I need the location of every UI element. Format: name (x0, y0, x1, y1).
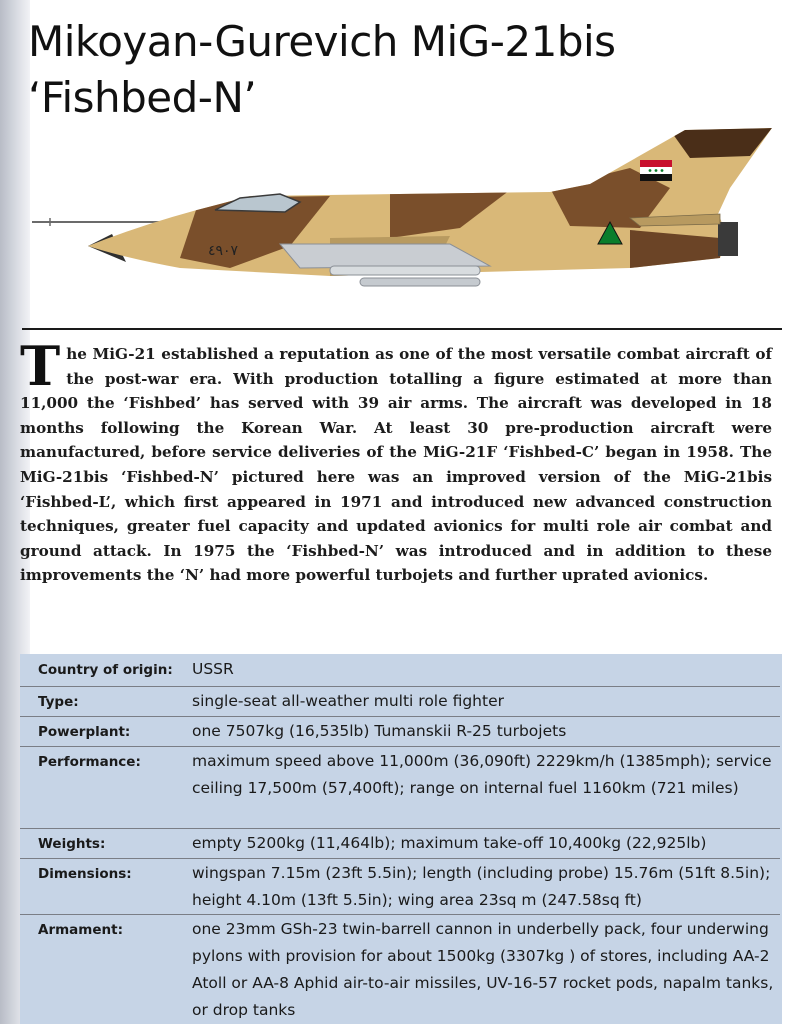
spec-label: Type: (38, 694, 79, 710)
spec-value: USSR (192, 660, 234, 678)
drop-cap: T (20, 334, 61, 398)
spec-value: empty 5200kg (11,464lb); maximum take-off 10,400kg (22,925lb) (192, 834, 707, 852)
intro-text: he MiG-21 established a reputation as one of the most versatile combat aircraft of the post-war era. With production totalling a figure estimated at more than 11,000 the ‘Fishbed’ has served with 39 air arms. The aircraft was developed in 18 months following the Korean War. At least 30 pre-production aircraft were manufactured, before service deliveries of the MiG-21F ‘Fishbed-C’ began in 1958. The MiG-21bis ‘Fishbed-N’ pictured here was an improved version of the MiG-21bis ‘Fishbed-L’, which first appeared in 1971 and introduced new advanced construction techniques, greater fuel capacity and updated avionics for multi role air combat and ground attack. In 1975 the ‘Fishbed-N’ was introduced and in addition to these improvements the ‘N’ had more powerful turbojets and further uprated avionics. (20, 345, 772, 585)
specifications-table (20, 654, 782, 1024)
underwing-store (330, 266, 480, 275)
spec-label: Performance: (38, 754, 141, 770)
spec-divider (20, 746, 780, 747)
spec-label: Dimensions: (38, 866, 132, 882)
spec-value: single-seat all-weather multi role fighter (192, 692, 504, 710)
spec-label: Country of origin: (38, 662, 173, 678)
spec-value: one 23mm GSh-23 twin-barrell cannon in underbelly pack, four underwing pylons with provision for about 1500kg (3307kg ) of stores, including AA-2 Atoll or AA-8 Aphid air-to-air missiles, UV-16-57 rocket pods, napalm tanks, or drop tanks (192, 920, 774, 1019)
underwing-store (360, 278, 480, 286)
aircraft-profile-illustration (30, 118, 780, 303)
spec-divider (20, 858, 780, 859)
spec-divider (20, 686, 780, 687)
spec-divider (20, 914, 780, 915)
title-line-2: ‘Fishbed-N’ (28, 73, 257, 122)
section-divider (22, 328, 782, 330)
spec-divider (20, 716, 780, 717)
spec-value: maximum speed above 11,000m (36,090ft) 2229km/h (1385mph); service ceiling 17,500m (57,400ft); range on internal fuel 1160km (721 miles) (192, 752, 772, 797)
exhaust-nozzle (718, 222, 738, 256)
spec-label: Weights: (38, 836, 106, 852)
title-line-1: Mikoyan-Gurevich MiG-21bis (28, 17, 616, 66)
spec-label: Armament: (38, 922, 123, 938)
spec-value: wingspan 7.15m (23ft 5.5in); length (including probe) 15.76m (51ft 8.5in); height 4.10m (13ft 5.5in); wing area 23sq m (247.58sq ft) (192, 864, 771, 909)
spec-value: one 7507kg (16,535lb) Tumanskii R-25 turbojets (192, 722, 567, 740)
spec-divider (20, 828, 780, 829)
page-title (28, 14, 616, 126)
tail-flag (640, 160, 672, 181)
intro-paragraph (20, 334, 772, 588)
serial-marking: ٤٩٠٧ (208, 243, 239, 259)
spec-label: Powerplant: (38, 724, 131, 740)
